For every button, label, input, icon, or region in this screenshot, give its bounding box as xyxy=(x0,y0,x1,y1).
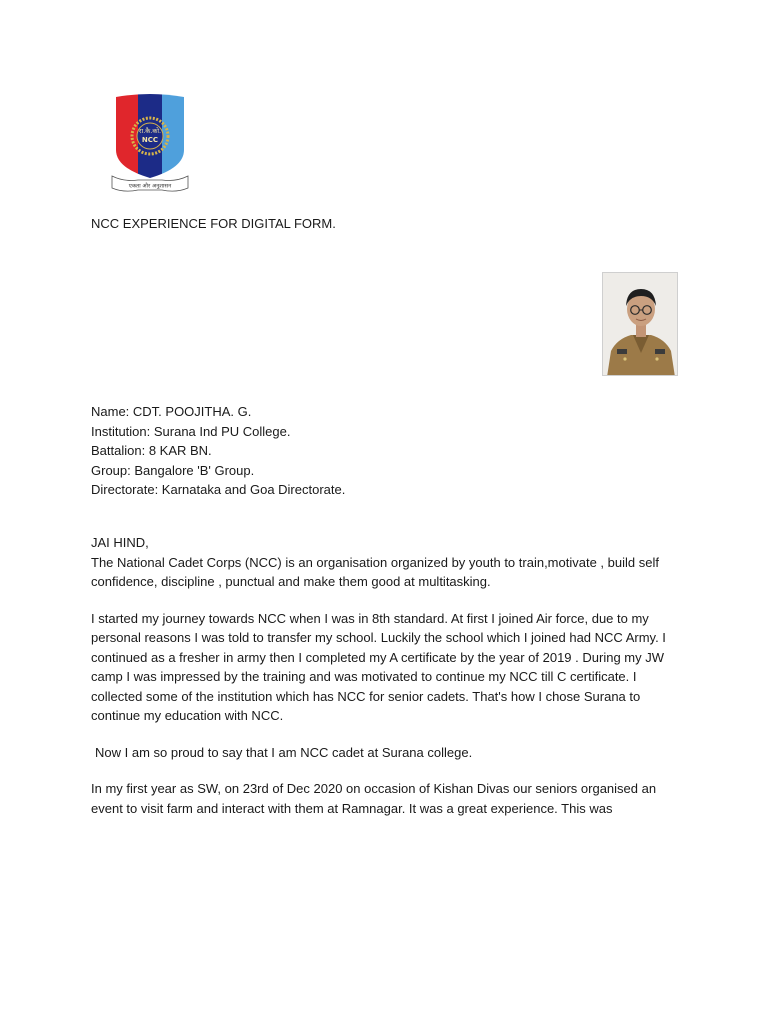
detail-battalion: Battalion: 8 KAR BN. xyxy=(91,443,212,458)
letter-body xyxy=(91,533,691,835)
greeting: JAI HIND, xyxy=(91,535,149,550)
detail-directorate: Directorate: Karnataka and Goa Directorate. xyxy=(91,482,346,497)
ncc-logo xyxy=(108,94,192,194)
detail-institution: Institution: Surana Ind PU College. xyxy=(91,423,291,439)
cadet-portrait-icon xyxy=(603,273,678,376)
cadet-photo xyxy=(602,272,678,376)
paragraph-journey: I started my journey towards NCC when I was in 8th standard. At first I joined Air force, due to my personal reasons I was told to transfer my school. Luckily the school which I joined had NCC Army. I continued as a fresher in army then I completed my A certificate by the year of 2019 . During my JW camp I was impressed by the training and was motivated to continue my NCC till C certificate. I collected some of the institution which has NCC for senior cadets. That's how I chose Surana to continue my education with NCC. xyxy=(91,610,666,723)
detail-group: Group: Bangalore 'B' Group. xyxy=(91,462,255,478)
motto-text: एकता और अनुशासन xyxy=(128,183,172,190)
ncc-emblem-icon xyxy=(108,94,192,194)
emblem-ncc-text: NCC xyxy=(141,136,159,144)
paragraph-first-year: In my first year as SW, on 23rd of Dec 2020 on occasion of Kishan Divas our seniors organised an event to visit farm and interact with them at Ramnagar. It was a great experience. This was xyxy=(91,781,657,816)
cadet-details xyxy=(91,402,345,500)
paragraph-intro: The National Cadet Corps (NCC) is an organisation organized by youth to train,motivate , build self confidence, discipline , punctual and make them good at multitasking. xyxy=(91,554,659,589)
paragraph-proud: Now I am so proud to say that I am NCC cadet at Surana college. xyxy=(95,744,473,760)
document-heading: NCC EXPERIENCE FOR DIGITAL FORM. xyxy=(91,216,336,231)
detail-name: Name: CDT. POOJITHA. G. xyxy=(91,404,252,419)
emblem-hindi-text: रा.कै.को. xyxy=(138,127,162,135)
